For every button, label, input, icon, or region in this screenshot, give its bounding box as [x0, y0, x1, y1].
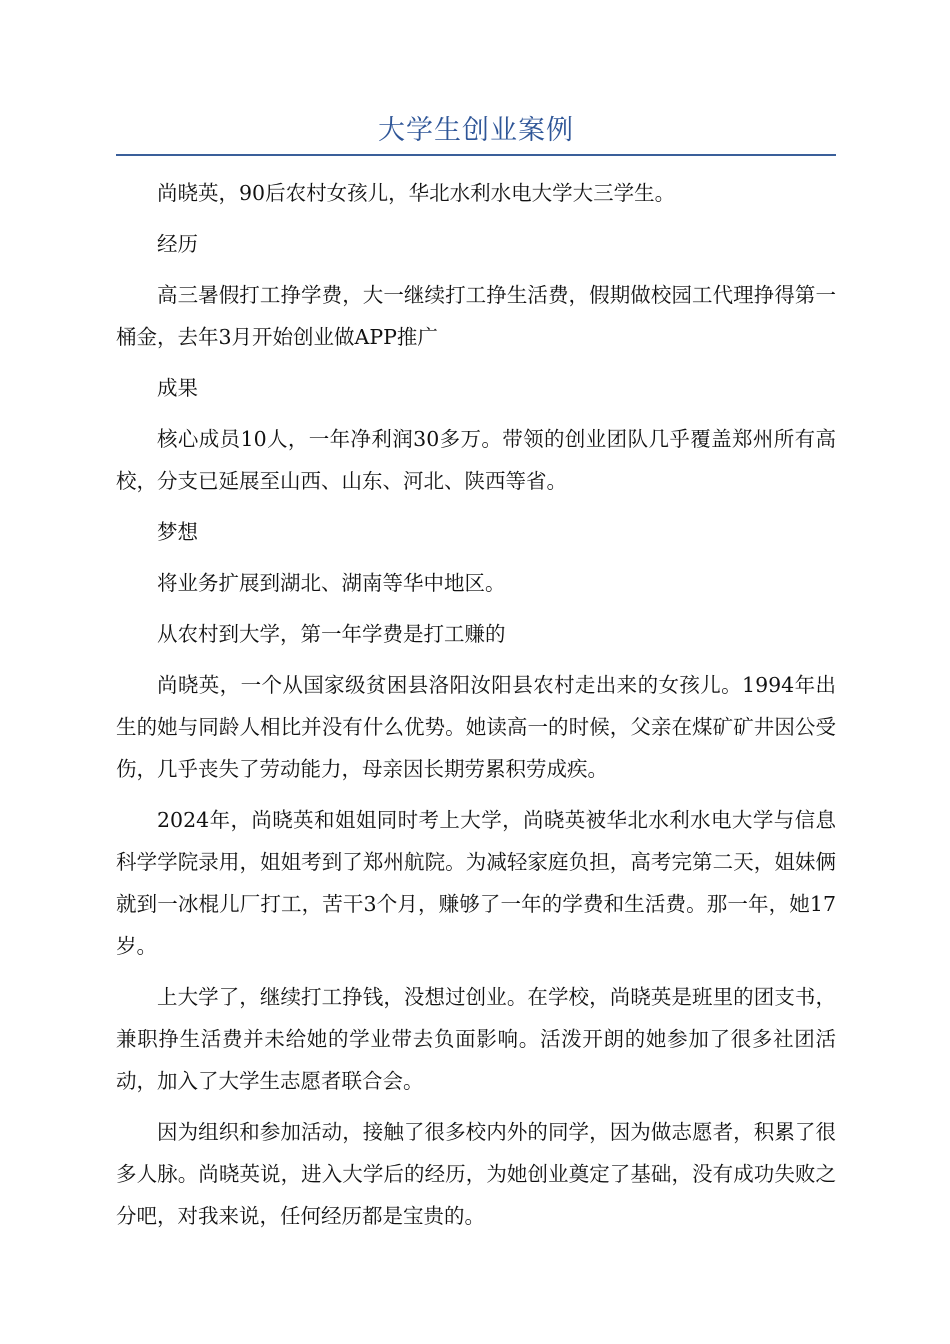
paragraph-results: 核心成员10人，一年净利润30多万。带领的创业团队几乎覆盖郑州所有高校，分支已延展至山西、山东、河北、陕西等省。 — [116, 427, 836, 493]
heading-results: 成果 — [157, 376, 198, 400]
title-underline — [116, 154, 836, 156]
document-page — [116, 110, 836, 1246]
paragraph-experience-value: 因为组织和参加活动，接触了很多校内外的同学，因为做志愿者，积累了很多人脉。尚晓英说，进入大学后的经历，为她创业奠定了基础，没有成功失败之分吧，对我来说，任何经历都是宝贵的。 — [116, 1120, 836, 1228]
paragraph-college-admission: 2024年，尚晓英和姐姐同时考上大学，尚晓英被华北水利水电大学与信息科学学院录用，姐姐考到了郑州航院。为减轻家庭负担，高考完第二天，姐妹俩就到一冰棍儿厂打工，苦干3个月，赚够了一年的学费和生活费。那一年，她17岁。 — [116, 808, 836, 958]
paragraph-college-life: 上大学了，继续打工挣钱，没想过创业。在学校，尚晓英是班里的团支书，兼职挣生活费并未给她的学业带去负面影响。活泼开朗的她参加了很多社团活动，加入了大学生志愿者联合会。 — [116, 985, 836, 1093]
paragraph-intro: 尚晓英，90后农村女孩儿，华北水利水电大学大三学生。 — [157, 181, 676, 205]
paragraph-background: 尚晓英，一个从国家级贫困县洛阳汝阳县农村走出来的女孩儿。1994年出生的她与同龄人相比并没有什么优势。她读高一的时候，父亲在煤矿矿井因公受伤，几乎丧失了劳动能力，母亲因长期劳累积劳成疾。 — [116, 673, 836, 781]
paragraph-dream: 将业务扩展到湖北、湖南等华中地区。 — [157, 571, 506, 595]
document-body — [116, 172, 836, 1237]
heading-experience: 经历 — [157, 232, 198, 256]
paragraph-experience: 高三暑假打工挣学费，大一继续打工挣生活费，假期做校园工代理挣得第一桶金，去年3月开始创业做APP推广 — [116, 283, 836, 349]
heading-dream: 梦想 — [157, 520, 198, 544]
section-heading: 从农村到大学，第一年学费是打工赚的 — [157, 622, 506, 646]
document-title: 大学生创业案例 — [378, 115, 574, 146]
